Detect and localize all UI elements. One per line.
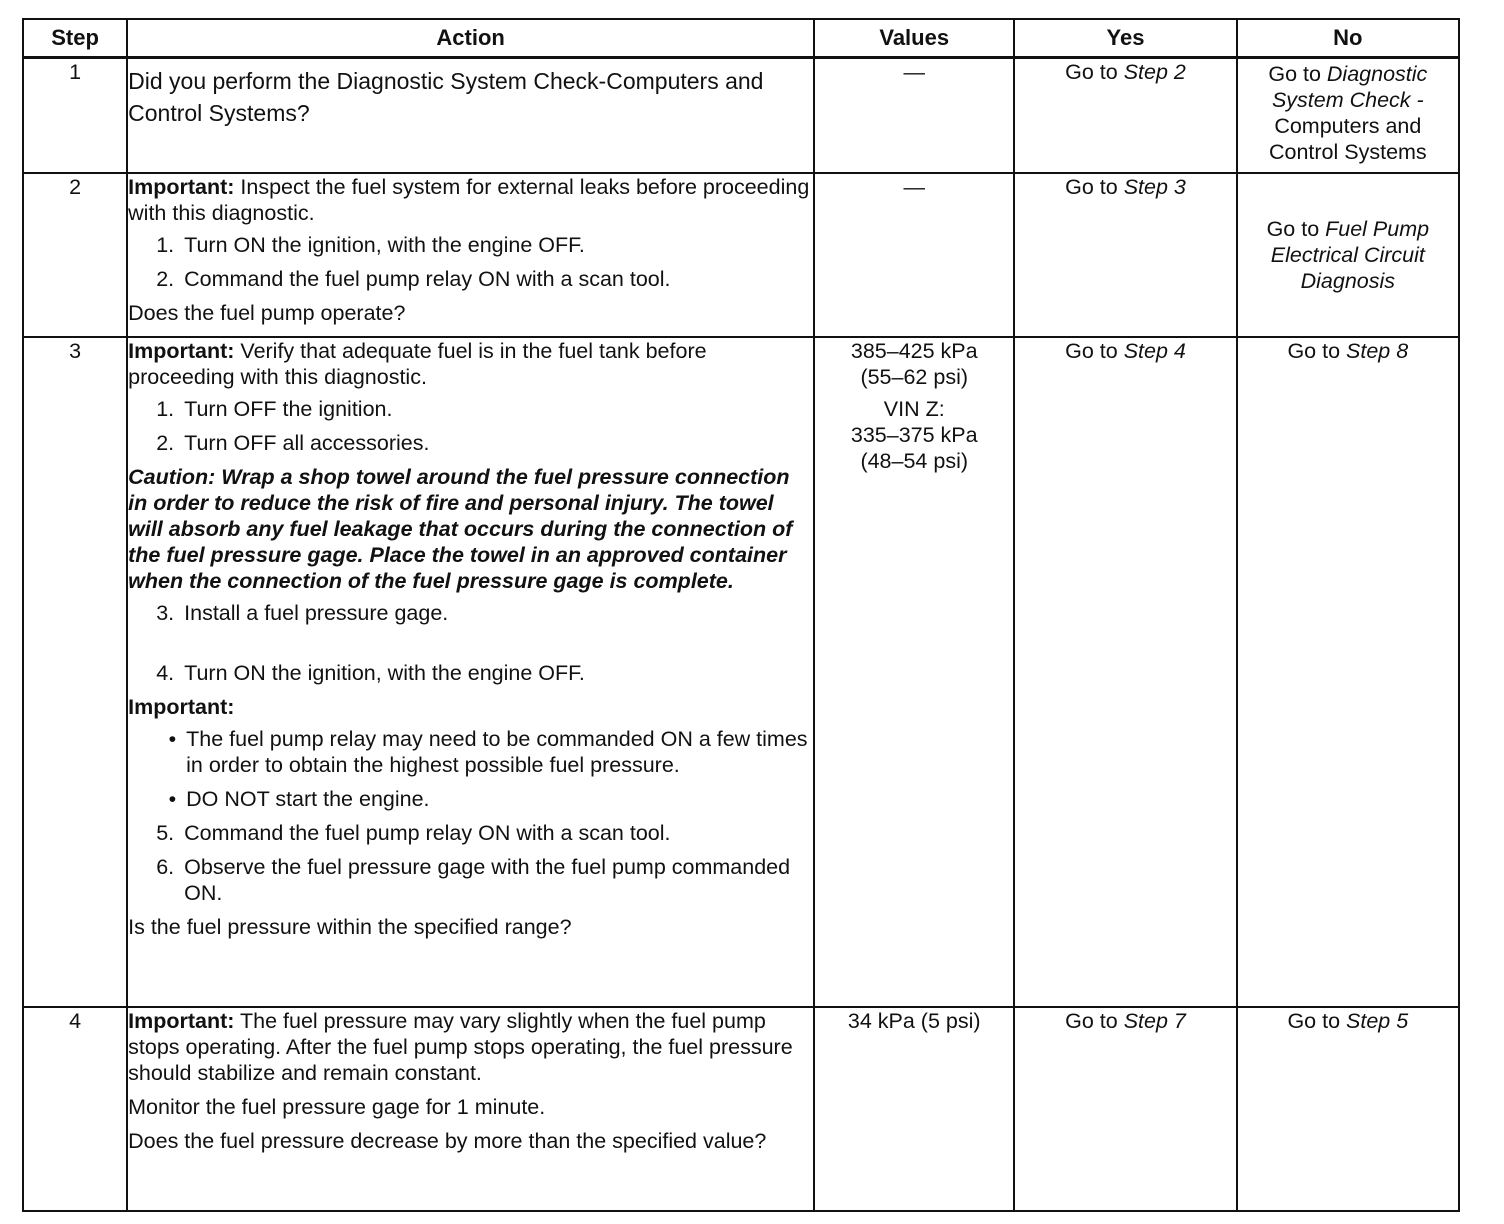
yes-cell[interactable]: Go to Step 2 [1014,58,1236,173]
list-item: 2. Turn OFF all accessories. [156,430,430,455]
no-cell[interactable]: Go to Step 5 [1237,1007,1459,1211]
yes-cell[interactable]: Go to Step 3 [1014,173,1236,337]
no-cell[interactable]: Go to Diagnostic System Check - Computers and Control Systems [1237,58,1459,173]
important-note: Important: Inspect the fuel system for external leaks before proceeding with this diagnostic. [128,174,810,225]
action-cell [127,337,814,1007]
important-note: Important: The fuel pressure may vary slightly when the fuel pump stops operating. After the fuel pump stops operating, the fuel pressure should stabilize and remain constant. [128,1008,793,1085]
bullet-list [128,726,813,812]
header-action: Action [127,19,814,58]
value-range: 385–425 kPa [850,338,978,363]
list-item: 5. Command the fuel pump relay ON with a scan tool. [156,820,671,845]
yes-link[interactable]: Step 7 [1123,1008,1186,1033]
header-yes: Yes [1014,19,1236,58]
list-item: 6. Observe the fuel pressure gage with the fuel pump commanded ON. [156,854,791,905]
step-list [128,396,813,456]
table-row [23,1007,1459,1211]
yes-link[interactable]: Step 3 [1123,174,1186,199]
no-link[interactable]: Step 5 [1346,1008,1409,1033]
header-step: Step [23,19,127,58]
action-instruction: Monitor the fuel pressure gage for 1 minute. [128,1094,546,1119]
step-list [128,600,813,686]
values-cell: — [814,58,1014,173]
action-question: Does the fuel pump operate? [128,300,406,325]
values-cell [814,337,1014,1007]
important-label: Important: [128,694,235,719]
action-cell [127,173,814,337]
header-values: Values [814,19,1014,58]
yes-cell[interactable]: Go to Step 4 [1014,337,1236,1007]
table-row [23,173,1459,337]
table-row [23,337,1459,1007]
no-link[interactable]: Diagnostic System Check - [1271,62,1428,112]
list-item: 4. Turn ON the ignition, with the engine OFF. [156,660,585,685]
yes-link[interactable]: Step 2 [1123,60,1186,84]
yes-link[interactable]: Step 4 [1123,338,1186,363]
no-link[interactable]: Step 8 [1346,338,1409,363]
step-number: 4 [23,1007,127,1211]
no-cell[interactable]: Go to Fuel Pump Electrical Circuit Diagnosis [1237,173,1459,337]
action-question: Did you perform the Diagnostic System Check-Computers and Control Systems? [128,68,764,126]
step-number: 3 [23,337,127,1007]
list-item: 2. Command the fuel pump relay ON with a scan tool. [156,266,671,291]
vin-label: VIN Z: [883,396,945,421]
list-item: 1. Turn ON the ignition, with the engine OFF. [156,232,585,257]
step-list [128,820,813,906]
step-list [128,232,813,292]
action-cell [127,58,814,173]
list-item: • DO NOT start the engine. [168,786,430,811]
vin-range-psi: (48–54 psi) [860,448,969,473]
yes-cell[interactable]: Go to Step 7 [1014,1007,1236,1211]
values-cell: — [814,173,1014,337]
no-cell[interactable]: Go to Step 8 [1237,337,1459,1007]
action-question: Does the fuel pressure decrease by more than the specified value? [128,1128,767,1153]
caution-note: Caution: Wrap a shop towel around the fuel pressure connection in order to reduce the risk of fire and personal injury. The towel will absorb any fuel leakage that occurs during the connection of the fuel pressure gage. Place the towel in an approved container when the connection of the fuel pressure gage is complete. [128,464,793,593]
values-cell: 34 kPa (5 psi) [814,1007,1014,1211]
header-row [23,19,1459,58]
action-question: Is the fuel pressure within the specified range? [128,914,572,939]
list-item: 1. Turn OFF the ignition. [156,396,393,421]
table-row [23,58,1459,173]
list-item: • The fuel pump relay may need to be commanded ON a few times in order to obtain the highest possible fuel pressure. [168,726,808,777]
value-range-psi: (55–62 psi) [860,364,969,389]
list-item: 3. Install a fuel pressure gage. [156,600,449,625]
vin-range: 335–375 kPa [850,422,978,447]
no-link[interactable]: Fuel Pump Electrical Circuit Diagnosis [1270,216,1430,293]
header-no: No [1237,19,1459,58]
important-note: Important: Verify that adequate fuel is in the fuel tank before proceeding with this diagnostic. [128,338,707,389]
diagnostic-table [22,18,1460,1212]
action-cell [127,1007,814,1211]
step-number: 2 [23,173,127,337]
step-number: 1 [23,58,127,173]
